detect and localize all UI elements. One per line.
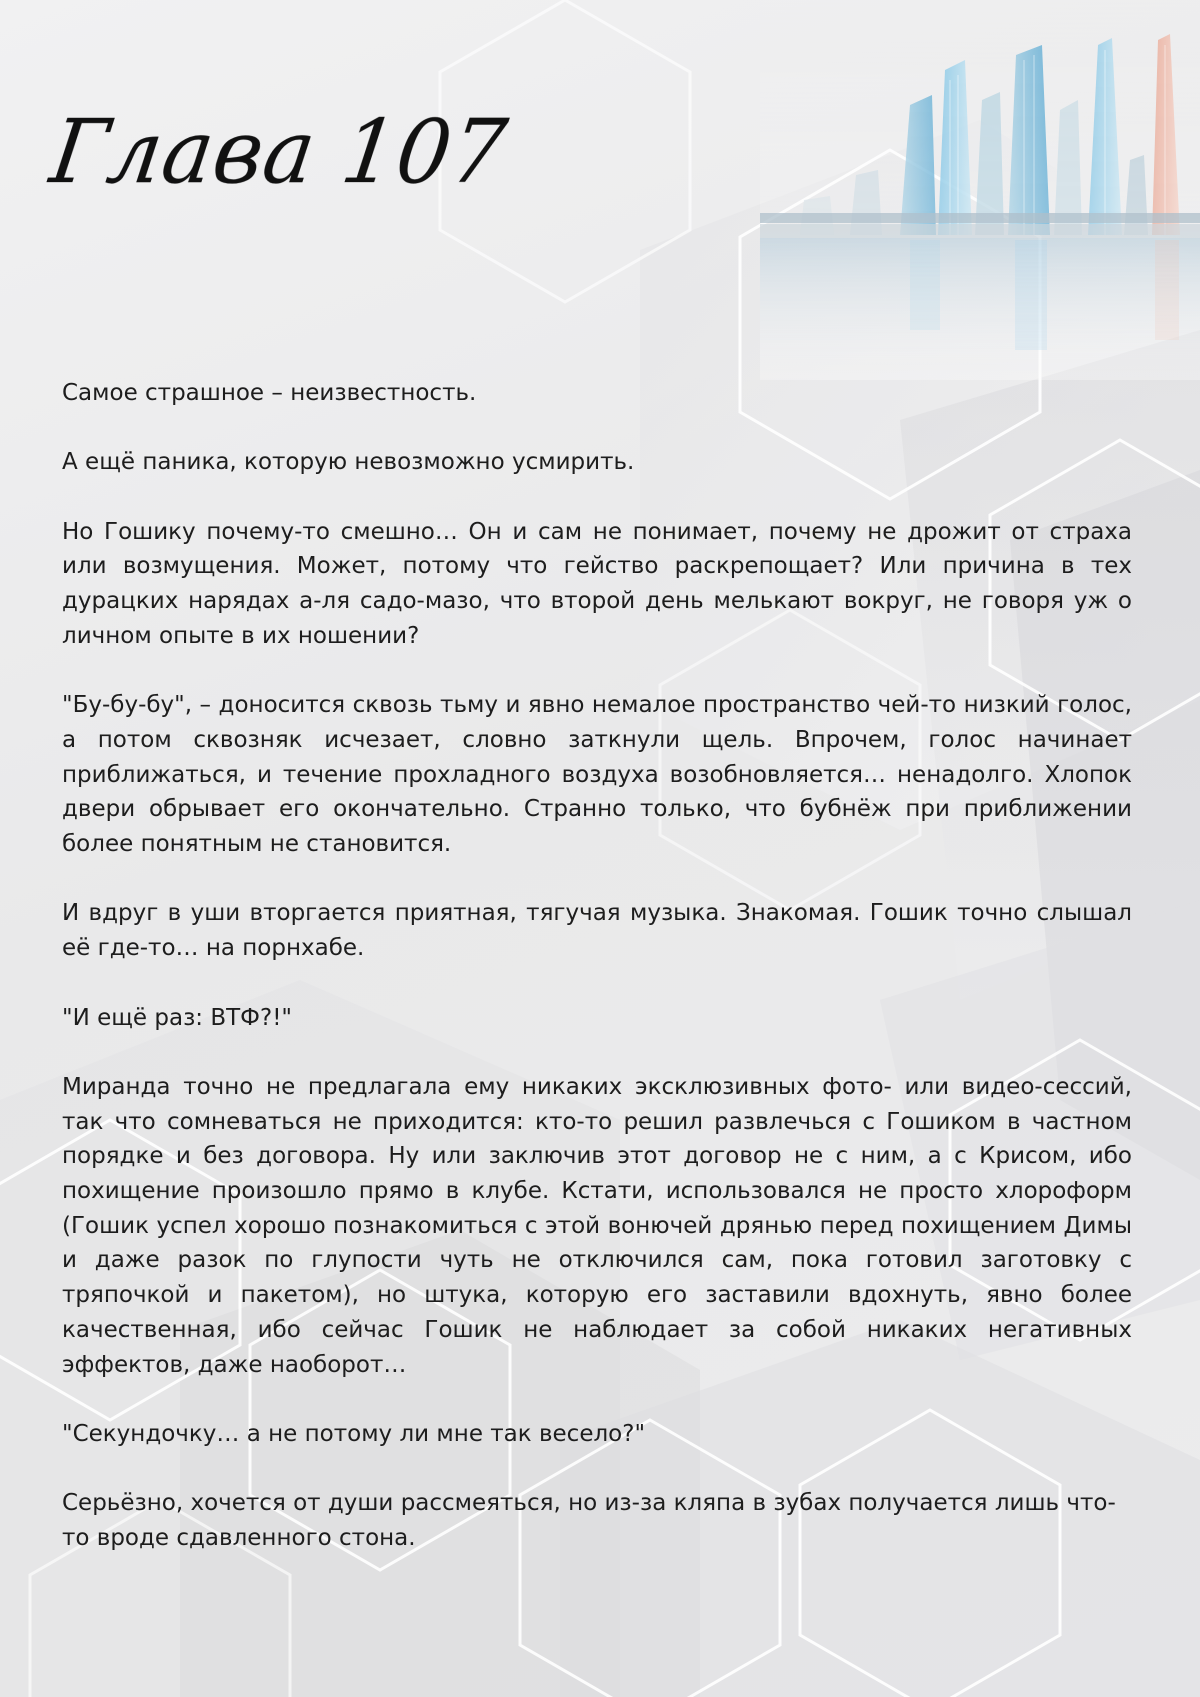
- paragraph: Самое страшное – неизвестность.: [62, 380, 477, 406]
- paragraph: "Секундочку… а не потому ли мне так весело?": [62, 1420, 646, 1447]
- paragraph: "И ещё раз: ВТФ?!": [62, 1004, 292, 1031]
- paragraph: Но Гошику почему-то смешно… Он и сам не понимает, почему не дрожит от страха или возмущения. Может, потому что гейство раскрепощает? Или причина в тех дурацких нарядах а-ля садо-мазо, что второй день мелькают вокруг, не говоря уж о личном опыте в их ношении?: [62, 518, 1132, 649]
- city-skyline-illustration: [760, 0, 1200, 380]
- paragraph: И вдруг в уши вторгается приятная, тягучая музыка. Знакомая. Гошик точно слышал её где-то… на порнхабе.: [62, 900, 1132, 962]
- paragraph: Серьёзно, хочется от души рассмеяться, но из-за кляпа в зубах получается лишь что-то вроде сдавленного стона.: [62, 1490, 1116, 1552]
- paragraph: "Бу-бу-бу", – доносится сквозь тьму и явно немалое пространство чей-то низкий голос, а потом сквозняк исчезает, словно заткнули щель. Впрочем, голос начинает приближаться, и течение прохладного воздуха возобновляется… ненадолго. Хлопок двери обрывает его окончательно. Странно только, что бубнёж при приближении более понятным не становится.: [62, 692, 1132, 858]
- chapter-body: [62, 376, 1132, 1590]
- paragraph: А ещё паника, которую невозможно усмирить.: [62, 449, 635, 476]
- chapter-title: Глава 107: [44, 100, 514, 204]
- paragraph: Миранда точно не предлагала ему никаких эксклюзивных фото- или видео-сессий, так что сомневаться не приходится: кто-то решил развлечься с Гошиком в частном порядке и без договора. Ну или заключив этот договор не с ним, а с Крисом, ибо похищение произошло прямо в клубе. Кстати, использовался не просто хлороформ (Гошик успел хорошо познакомиться с этой вонючей дрянью перед похищением Димы и даже разок по глупости чуть не отключился сам, пока готовил заготовку с тряпочкой и пакетом), но штука, которую его заставили вдохнуть, явно более качественная, ибо сейчас Гошик не наблюдает за собой никаких негативных эффектов, даже наоборот…: [62, 1073, 1132, 1378]
